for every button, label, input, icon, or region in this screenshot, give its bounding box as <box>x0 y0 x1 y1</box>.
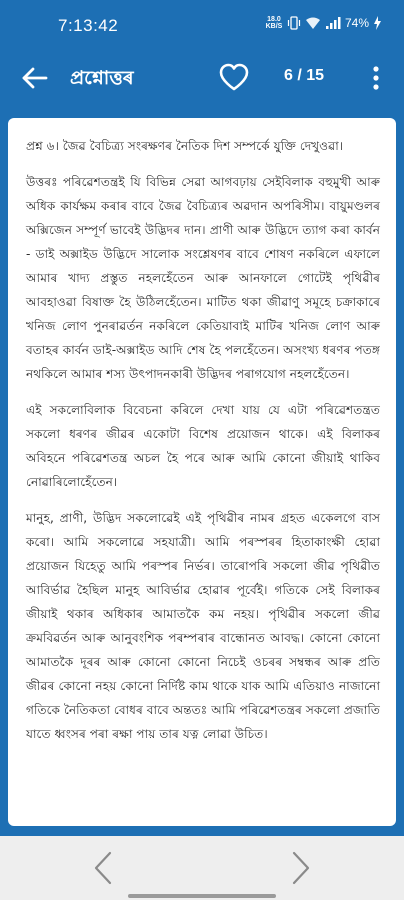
network-speed <box>265 16 283 30</box>
home-indicator <box>128 894 276 898</box>
chevron-right-icon <box>290 850 312 886</box>
status-bar <box>0 0 404 52</box>
next-page-button[interactable] <box>290 850 312 886</box>
network-speed-unit: KB/S <box>265 23 283 30</box>
wifi-icon <box>305 16 321 30</box>
status-icons <box>265 16 382 30</box>
signal-icon <box>325 16 341 30</box>
question-text: প্ৰশ্ন ৬। জৈৱ বৈচিত্ৰ্য সংৰক্ষণৰ নৈতিক দিশ সম্পৰ্কে যুক্তি দেখুওৱা। <box>26 139 344 153</box>
app-bar <box>0 52 404 104</box>
chevron-left-icon <box>92 850 114 886</box>
favorite-button[interactable] <box>218 62 250 92</box>
answer-paragraph: উত্তৰঃ পৰিৱেশতন্ত্ৰই যি বিভিন্ন সেৱা আগবঢ়ায় সেইবিলাক বহুমুখী আৰু অধিক কাৰ্যক্ষম কৰাৰ বাবে জৈৱ বৈচিত্ৰ্যৰ অৱদান অপৰিসীম। বায়ুমণ্ডলৰ অক্সিজেন সম্পূৰ্ণ ভাবেই উদ্ভিদৰ দান। প্ৰাণী আৰু উদ্ভিদে ত্যাগ কৰা কাৰ্বন - ডাই অক্সাইড উদ্ভিদে সালোক সংশ্লেষণৰ বাবে শোষণ নকৰিলে এফালে আমাৰ খাদ্য প্ৰস্তুত নহলহেঁতেন আৰু আনফালে গোটেই পৃথিৱীৰ আবহাওৱা বিষাক্ত হৈ উঠিলহেঁতেন। মাটিত থকা জীৱাণু সমূহে চক্ৰাকাৰে খনিজ লোণ পুনৰাৱৰ্তন নকৰিলে কেতিয়াবাই মাটিৰ খনিজ লোণ আৰু বতাহৰ কাৰ্বন ডাই-অক্সাইড আদি শেষ হৈ পলহেঁতেন। অসংখ্য ধৰণৰ পতঙ্গ নথকিলে আমাৰ শস্য উৎপাদনকাৰী উদ্ভিদৰ পৰাগযোগ নহলহেঁতেন। <box>26 175 380 381</box>
page-title: প্ৰশ্নোত্তৰ <box>70 67 134 89</box>
answer-paragraph: এই সকলোবিলাক বিবেচনা কৰিলে দেখা যায় যে এটা পৰিৱেশতন্ত্ৰত সকলো ধৰণৰ জীৱৰ একোটা বিশেষ প্ৰয়োজন থাকে। এই বিলাকৰ অবিহনে পৰিৱেশতন্ত্ৰ অচল হৈ পৰে আৰু আমি কোনো জীয়াই থাকিব নোৱাৰিলোহেঁতেন। <box>26 403 380 489</box>
more-vert-icon <box>366 64 386 92</box>
heart-icon <box>218 62 250 92</box>
battery-percent: 74% <box>344 16 369 30</box>
vibrate-icon <box>287 16 301 30</box>
answer-paragraph: মানুহ, প্ৰাণী, উদ্ভিদ সকলোৱেই এই পৃথিৱীৰ নামৰ গ্ৰহত একেলগে বাস কৰো। আমি সকলোৱে সহযাত্ৰী। আমি পৰস্পৰৰ হিতাকাংক্ষী হোৱা প্ৰয়োজন যিহেতু আমি পৰস্পৰ নিৰ্ভৰ। তাৰোপৰি সকলো জীৱ পৃথিৱীত আবিৰ্ভাৱ হৈছিল মানুহ আবিৰ্ভাৱ হোৱাৰ পূৰ্বেই। গতিকে সেই বিলাকৰ জীয়াই থকাৰ অধিকাৰ আমাতকৈ কম নহয়। পৃথিৱীৰ সকলো জীৱ ক্ৰমবিৱৰ্তন আৰু আনুবংশিক পৰম্পৰাৰ বান্ধোনত আবদ্ধ। কোনো কোনো আমাতকৈ দূৰৰ আৰু কোনো কোনো নিচেই ওচৰৰ সম্বন্ধৰ আৰু প্ৰতি জীৱৰ কোনো নহয় কোনো নিৰ্দিষ্ট কাম থাকে যাক আমি এতিয়াও নাজানো গতিকে নৈতিকতা বোধৰ বাবে অন্ততঃ আমি পৰিৱেশতন্ত্ৰৰ সকলো প্ৰজাতি যাতে ধ্বংসৰ পৰা ৰক্ষা পায় তাৰ যত্ন লোৱা উচিত। <box>26 511 380 741</box>
network-speed-value: 18.0 <box>267 16 281 23</box>
more-options-button[interactable] <box>366 64 386 92</box>
bottom-navigation-bar <box>0 836 404 900</box>
answer-card <box>8 118 396 826</box>
previous-page-button[interactable] <box>92 850 114 886</box>
back-arrow-icon <box>20 64 50 92</box>
page-indicator: 6 / 15 <box>284 67 325 84</box>
battery-charging-icon <box>373 16 382 30</box>
status-time: 7:13:42 <box>58 16 119 35</box>
back-button[interactable] <box>20 64 50 92</box>
